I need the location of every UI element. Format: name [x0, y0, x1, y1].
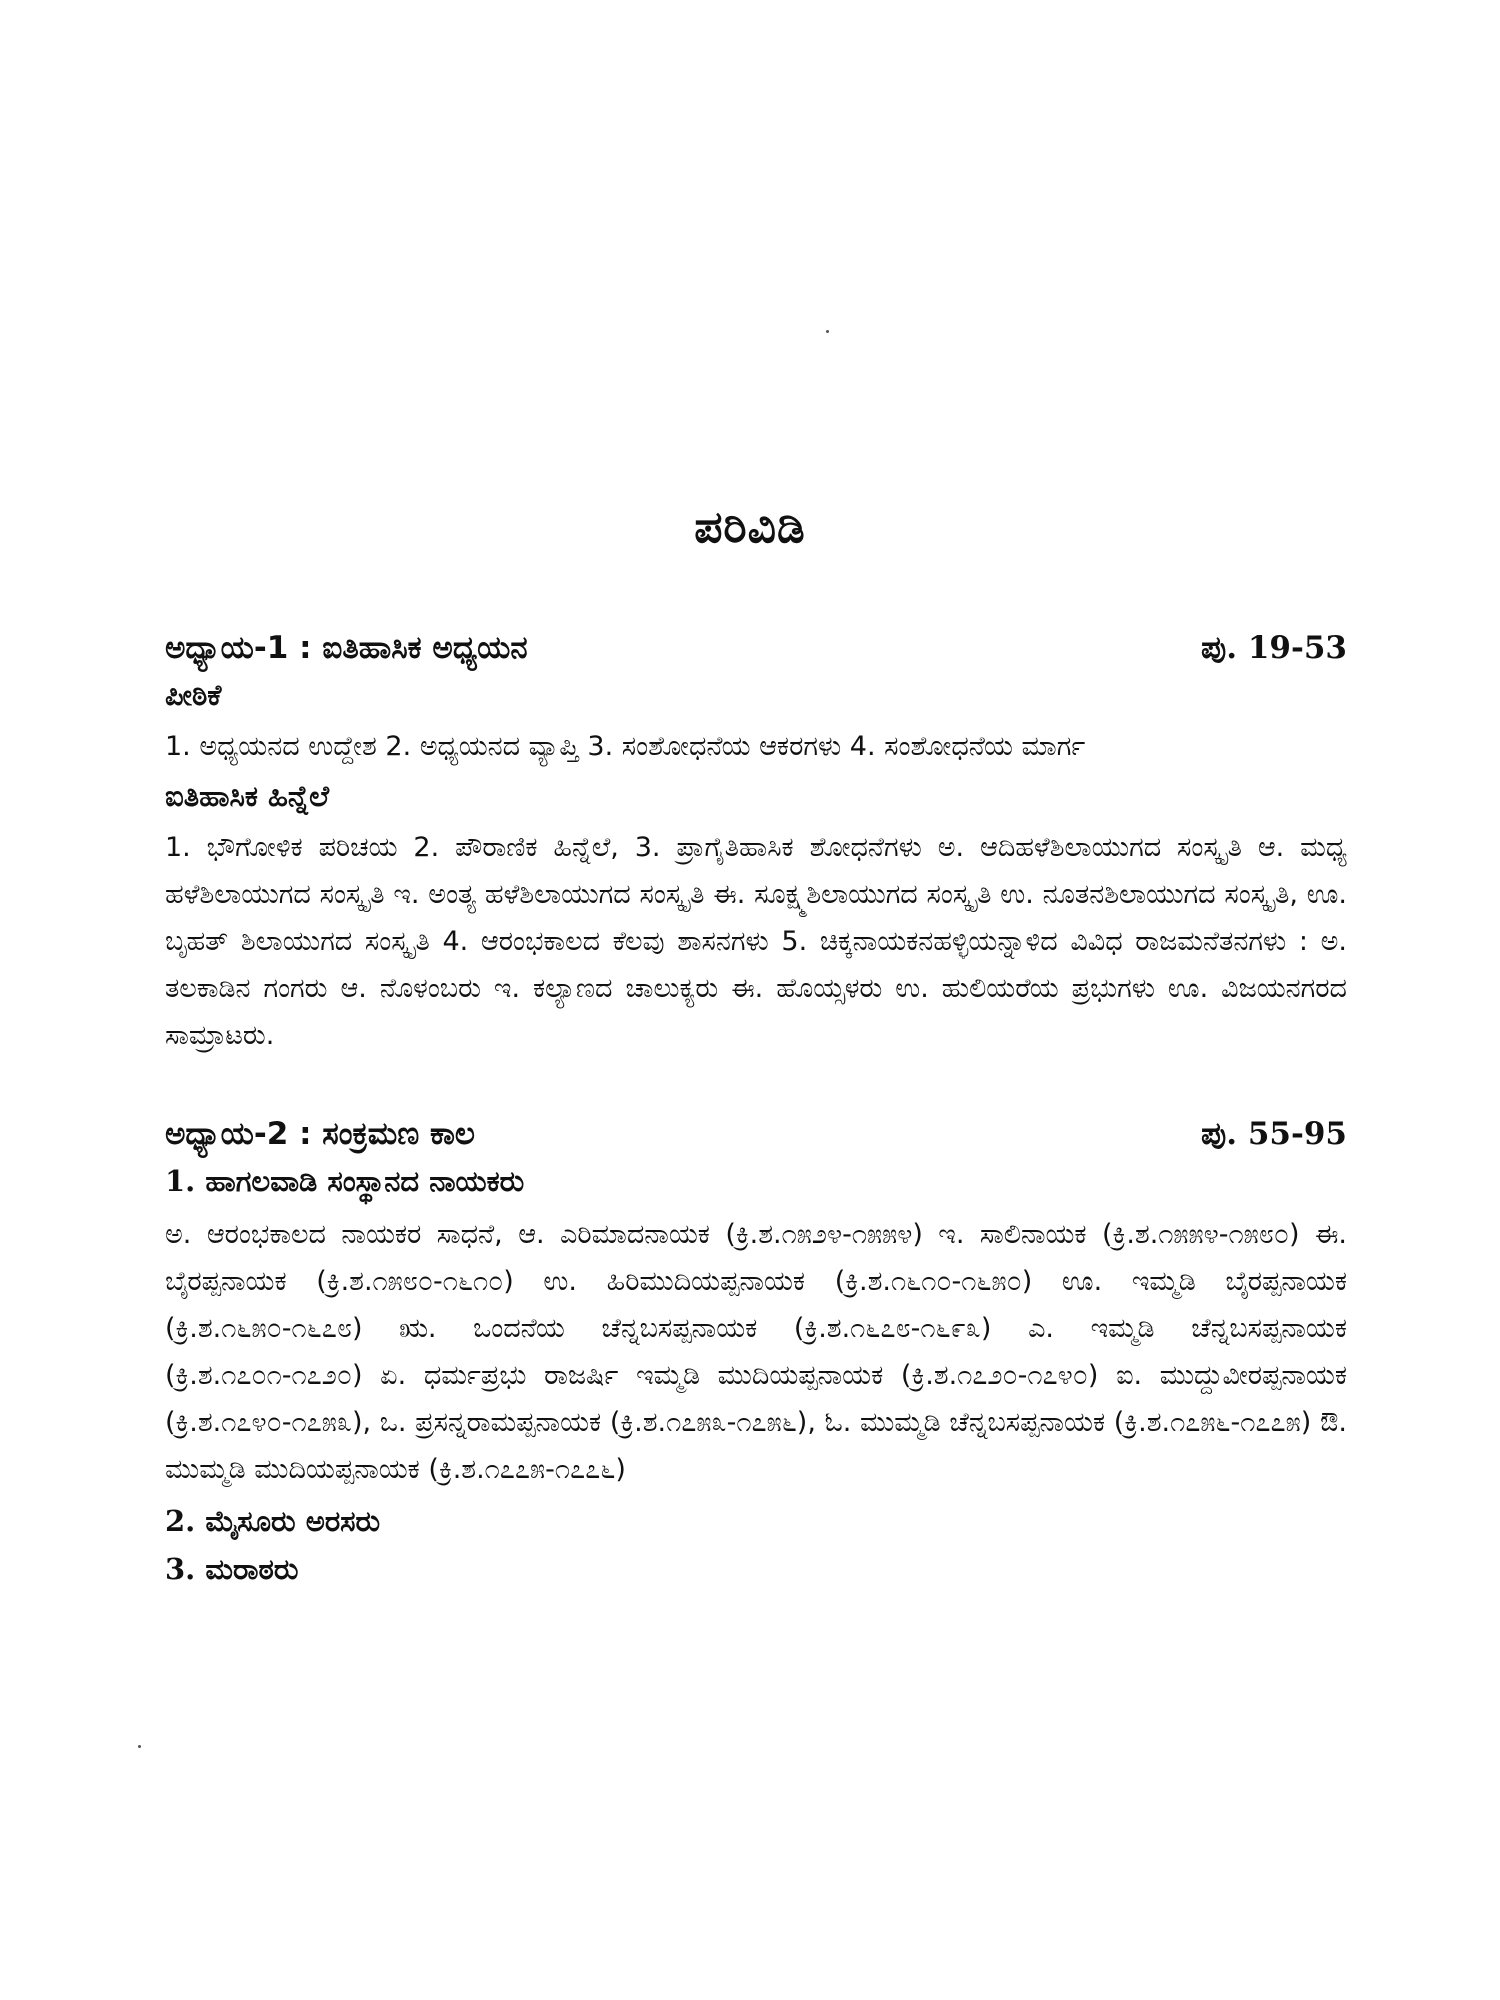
chapter-1-page-range: ಪು. 19-53	[1201, 630, 1347, 666]
chapter-spacer	[165, 1063, 1347, 1111]
page-title: ಪರಿವಿಡಿ	[694, 502, 806, 553]
chapter-2-item-1-heading	[165, 1157, 1347, 1205]
item-label: ಮೈಸೂರು ಅರಸರು	[205, 1504, 381, 1538]
chapter-2-item-3-heading	[165, 1545, 1347, 1593]
chapter-2-title: ಅಧ್ಯಾಯ-2 : ಸಂಕ್ರಮಣ ಕಾಲ	[165, 1116, 475, 1152]
item-number: 3.	[165, 1552, 196, 1586]
chapter-1-title: ಅಧ್ಯಾಯ-1 : ಐತಿಹಾಸಿಕ ಅಧ್ಯಯನ	[165, 630, 528, 666]
chapter-2-item-1-text: ಅ. ಆರಂಭಕಾಲದ ನಾಯಕರ ಸಾಧನೆ, ಆ. ಎರಿಮಾದನಾಯಕ (ಕ್ರಿ.ಶ.೧೫೨೪-೧೫೫೪) ಇ. ಸಾಲಿನಾಯಕ (ಕ್ರಿ.ಶ.೧೫೫೪-೧೫೮೦) ಈ. ಬೈರಪ್ಪನಾಯಕ (ಕ್ರಿ.ಶ.೧೫೮೦-೧೬೧೦) ಉ. ಹಿರಿಮುದಿಯಪ್ಪನಾಯಕ (ಕ್ರಿ.ಶ.೧೬೧೦-೧೬೫೦) ಊ. ಇಮ್ಮಡಿ ಬೈರಪ್ಪನಾಯಕ (ಕ್ರಿ.ಶ.೧೬೫೦-೧೬೭೮) ಋ. ಒಂದನೆಯ ಚೆನ್ನಬಸಪ್ಪನಾಯಕ (ಕ್ರಿ.ಶ.೧೬೭೮-೧೬೯೩) ಎ. ಇಮ್ಮಡಿ ಚೆನ್ನಬಸಪ್ಪನಾಯಕ (ಕ್ರಿ.ಶ.೧೭೦೧-೧೭೨೦) ಏ. ಧರ್ಮಪ್ರಭು ರಾಜರ್ಷಿ ಇಮ್ಮಡಿ ಮುದಿಯಪ್ಪನಾಯಕ (ಕ್ರಿ.ಶ.೧೭೨೦-೧೭೪೦) ಐ. ಮುದ್ದುವೀರಪ್ಪನಾಯಕ (ಕ್ರಿ.ಶ.೧೭೪೦-೧೭೫೩), ಒ. ಪ್ರಸನ್ನರಾಮಪ್ಪನಾಯಕ (ಕ್ರಿ.ಶ.೧೭೫೩-೧೭೫೬), ಓ. ಮುಮ್ಮಡಿ ಚೆನ್ನಬಸಪ್ಪನಾಯಕ (ಕ್ರಿ.ಶ.೧೭೫೬-೧೭೭೫) ಔ. ಮುಮ್ಮಡಿ ಮುದಿಯಪ್ಪನಾಯಕ (ಕ್ರಿ.ಶ.೧೭೭೫-೧೭೭೬)	[165, 1219, 1347, 1485]
item-number: 1.	[165, 1164, 196, 1198]
chapter-2-heading-row	[165, 1111, 1347, 1157]
section-historical-background-heading: ಐತಿಹಾಸಿಕ ಹಿನ್ನೆಲೆ	[165, 779, 330, 813]
section-introduction-heading: ಪೀಠಿಕೆ	[165, 678, 222, 712]
scan-speck	[138, 1745, 141, 1748]
chapter-2-page-range: ಪು. 55-95	[1201, 1116, 1347, 1152]
table-of-contents	[165, 625, 1347, 1593]
item-label: ಹಾಗಲವಾಡಿ ಸಂಸ್ಥಾನದ ನಾಯಕರು	[205, 1164, 525, 1198]
item-label: ಮರಾಠರು	[205, 1552, 299, 1586]
chapter-1-heading-row	[165, 625, 1347, 671]
scan-speck	[826, 330, 829, 333]
section-introduction-text: 1. ಅಧ್ಯಯನದ ಉದ್ದೇಶ 2. ಅಧ್ಯಯನದ ವ್ಯಾಪ್ತಿ 3. ಸಂಶೋಧನೆಯ ಆಕರಗಳು 4. ಸಂಶೋಧನೆಯ ಮಾರ್ಗ	[165, 731, 1086, 762]
item-number: 2.	[165, 1504, 196, 1538]
chapter-2-item-2-heading	[165, 1497, 1347, 1545]
section-historical-background-text: 1. ಭೌಗೋಳಿಕ ಪರಿಚಯ 2. ಪೌರಾಣಿಕ ಹಿನ್ನೆಲೆ, 3. ಪ್ರಾಗೈತಿಹಾಸಿಕ ಶೋಧನೆಗಳು ಅ. ಆದಿಹಳೆಶಿಲಾಯುಗದ ಸಂಸ್ಕೃತಿ ಆ. ಮಧ್ಯ ಹಳೆಶಿಲಾಯುಗದ ಸಂಸ್ಕೃತಿ ಇ. ಅಂತ್ಯ ಹಳೆಶಿಲಾಯುಗದ ಸಂಸ್ಕೃತಿ ಈ. ಸೂಕ್ಷ್ಮಶಿಲಾಯುಗದ ಸಂಸ್ಕೃತಿ ಉ. ನೂತನಶಿಲಾಯುಗದ ಸಂಸ್ಕೃತಿ, ಊ. ಬೃಹತ್ ಶಿಲಾಯುಗದ ಸಂಸ್ಕೃತಿ 4. ಆರಂಭಕಾಲದ ಕೆಲವು ಶಾಸನಗಳು 5. ಚಿಕ್ಕನಾಯಕನಹಳ್ಳಿಯನ್ನಾಳಿದ ವಿವಿಧ ರಾಜಮನೆತನಗಳು : ಅ. ತಲಕಾಡಿನ ಗಂಗರು ಆ. ನೊಳಂಬರು ಇ. ಕಲ್ಯಾಣದ ಚಾಲುಕ್ಯರು ಈ. ಹೊಯ್ಸಳರು ಉ. ಹುಲಿಯರೆಯ ಪ್ರಭುಗಳು ಊ. ವಿಜಯನಗರದ ಸಾಮ್ರಾಟರು.	[165, 832, 1347, 1051]
